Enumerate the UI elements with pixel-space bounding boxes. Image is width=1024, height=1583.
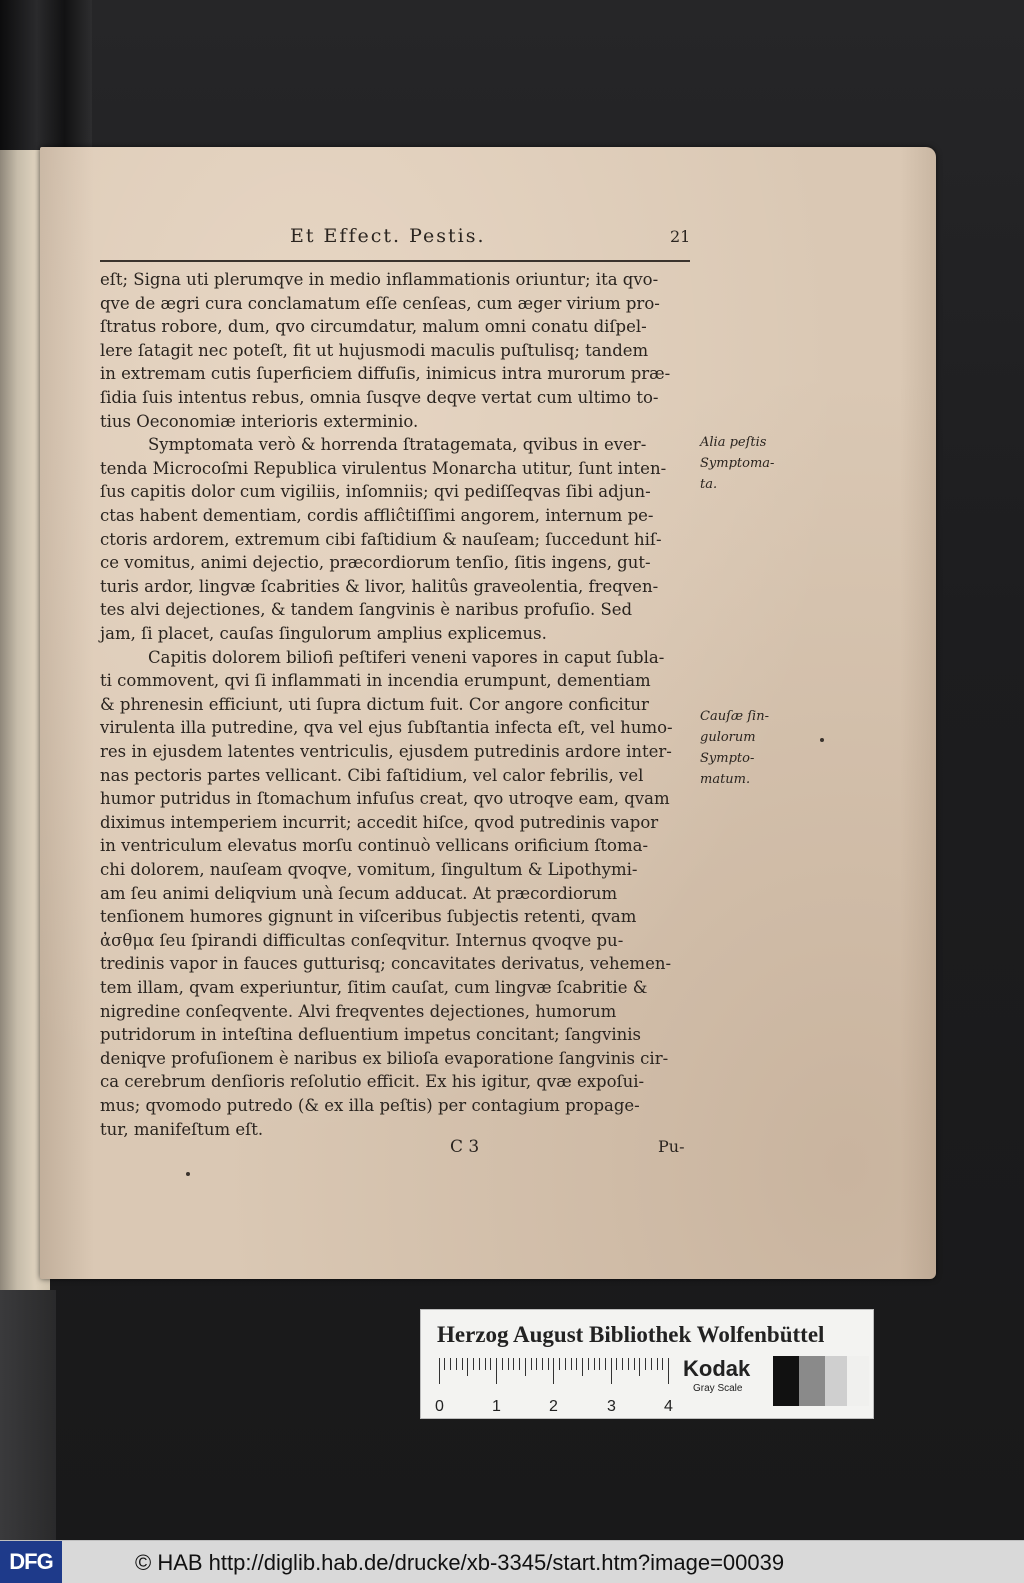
text-line: turis ardor, lingvæ ſcabrities & livor, halitûs graveolentia, freqven- [100,576,659,596]
text-line: & phrenesin efficiunt, uti ſupra dictum fuit. Cor angore conficitur [100,694,649,714]
ruler-tick [622,1358,623,1370]
ruler-tick [662,1358,663,1370]
text-line: qve de ægri cura conclamatum eſſe cenſeas, cum æger virium pro- [100,293,660,313]
text-line: tenda Microcoſmi Republica virulentus Monarcha utitur, ſunt inten- [100,458,667,478]
ruler-tick [599,1358,600,1370]
signature-mark: C 3 [450,1137,480,1157]
ruler-tick [450,1358,451,1370]
color-calibration-bar [420,1309,874,1419]
text-line: diximus intemperiem incurrit; accedit hiſce, qvod putredinis vapor [100,812,659,832]
binding-lower [0,1290,56,1540]
text-line: chi dolorem, nauſeam qvoqve, vomitum, ſingultum & Lipothymi- [100,860,638,879]
text-line: ctas habent dementiam, cordis affliĉtiſſimi angorem, internum pe- [100,506,654,525]
text-line: nas pectoris partes vellicant. Cibi faſtidium, vel calor febrilis, vel [100,765,644,785]
text-line: nigredine conſeqvente. Alvi freqventes dejectiones, humorum [100,1001,617,1021]
ruler-tick [605,1358,606,1370]
ruler-tick [479,1358,480,1370]
text-line: tredinis vapor in fauces gutturisq; concavitates derivatus, vehemen- [100,954,672,974]
text-line: Symptomata verò & horrenda ſtratagemata, qvibus in ever- [148,435,647,455]
ruler-tick [639,1358,640,1376]
ruler-tick [576,1358,577,1370]
text-line: ctoris ardorem, extremum cibi faſtidium & nauſeam; ſuccedunt hiſ- [100,529,662,549]
binding-cloth [0,0,92,150]
marginal-line: ta. [700,477,718,492]
gray-swatch-black [773,1356,799,1406]
text-line: virulenta illa putredine, qva vel ejus ſubſtantia infecta eſt, vel humo- [100,718,673,738]
text-line: in ventriculum elevatus morſu continuò vellicans orificium ſtoma- [100,836,649,856]
ruler-label: 1 [492,1398,501,1415]
ruler-tick [467,1358,468,1376]
gray-swatch-white [847,1356,869,1406]
ruler-tick [588,1358,589,1370]
ruler-tick [559,1358,560,1370]
ruler-tick [548,1358,549,1370]
marginal-line: Symptoma- [700,456,775,471]
text-line: ſidia ſuis intentus rebus, omnia ſusqve deqve vertat cum ultimo to- [100,388,659,407]
ruler-tick [536,1358,537,1370]
marginal-line: Cauſæ ſin- [700,709,769,724]
text-line: in extremam cutis ſuperficiem diffuſis, inimicus intra murorum præ- [100,364,671,384]
text-line: ſus capitis dolor cum vigiliis, inſomniis; qvi pediſſeqvas ſibi adjun- [100,482,651,502]
ruler-tick [513,1358,514,1370]
text-line: humor putridus in ſtomachum infuſus creat, qvo utroqve eam, qvam [100,789,670,809]
text-line: ti commovent, qvi ſi inflammati in incendia erumpunt, dementiam [100,671,651,691]
gray-swatch-mid [799,1356,825,1406]
marginal-line: Alia peſtis [700,435,767,450]
ink-speck [186,1172,190,1176]
footer-bar [0,1540,1024,1583]
ruler-tick [462,1358,463,1370]
copyright-url[interactable]: © HAB http://diglib.hab.de/drucke/xb-3345/start.htm?image=00039 [135,1550,785,1575]
catchword: Pu- [658,1137,685,1156]
running-head: Et Effect. Pestis. [290,225,486,247]
ruler-tick [502,1358,503,1370]
ruler-label: 0 [435,1398,444,1415]
text-line: tenſionem humores gignunt in viſceribus ſubjectis retenti, qvam [100,907,637,927]
ruler-tick [496,1358,497,1384]
ruler-tick [582,1358,583,1376]
text-line: putridorum in inteſtina defluentium impetus concitant; ſangvinis [100,1025,642,1045]
gray-scale-label: Gray Scale [693,1383,743,1394]
text-line: mus; qvomodo putredo (& ex illa peſtis) per contagium propage- [100,1096,640,1115]
ruler-tick [571,1358,572,1370]
ruler-label: 2 [549,1398,558,1415]
dfg-logo: DFG [0,1541,62,1583]
text-line: am ſeu animi deliqvium unà ſecum adducat. At præcordiorum [100,883,618,903]
ruler-tick [519,1358,520,1370]
ruler-tick [628,1358,629,1370]
marginal-line: Sympto- [700,751,755,766]
text-line: tius Oeconomiæ interioris exterminio. [100,411,419,431]
ruler-label: 4 [664,1398,673,1415]
text-line: ſtratus robore, dum, qvo circumdatur, malum omni conatu diſpel- [100,317,647,337]
ruler-tick [508,1358,509,1370]
marginal-line: matum. [700,772,751,787]
ruler-tick [651,1358,652,1370]
ruler-tick [594,1358,595,1370]
library-name: Herzog August Bibliothek Wolfenbüttel [437,1322,825,1347]
ruler-label: 3 [607,1398,616,1415]
text-line: lere ſatagit nec poteſt, fit ut hujusmodi maculis puſtulisq; tandem [100,340,649,360]
ruler-tick [490,1358,491,1370]
text-line: eſt; Signa uti plerumqve in medio inflammationis oriuntur; ita qvo- [100,270,659,289]
page-number: 21 [670,227,691,246]
text-line: Capitis dolorem biliofi peſtiferi veneni vapores in caput ſubla- [148,647,665,667]
ruler-tick [473,1358,474,1370]
kodak-logo: Kodak [683,1356,751,1381]
ruler-tick [542,1358,543,1370]
marginal-note-causes [700,706,769,790]
marginal-note-symptoms [700,432,774,495]
text-line: ce vomitus, animi dejectio, præcordiorum tenſio, ſitis ingens, gut- [100,553,651,573]
text-line: ca cerebrum denſioris reſolutio efficit. Ex his igitur, qvæ expoſui- [100,1072,645,1092]
ruler-tick [645,1358,646,1370]
ruler-tick [565,1358,566,1370]
ruler-tick [439,1358,440,1384]
ruler-tick [668,1358,669,1384]
gray-swatch-light [825,1356,847,1406]
ruler [435,1358,679,1415]
ruler-tick [456,1358,457,1370]
ruler-tick [525,1358,526,1376]
text-line: deniqve profuſionem è naribus ex bilioſa evaporatione ſangvinis cir- [100,1048,669,1068]
marginal-line: gulorum [700,730,756,745]
text-line: jam, ſi placet, cauſas ſingulorum amplius explicemus. [100,624,547,643]
ruler-tick [531,1358,532,1370]
ruler-tick [611,1358,612,1384]
ruler-tick [634,1358,635,1370]
text-line: tem illam, qvam experiuntur, ſitim cauſat, cum lingvæ ſcabritie & [100,978,648,997]
text-line: ἀσθμα ſeu ſpirandi difficultas conſeqvitur. Internus qvoqve pu- [100,930,624,950]
ruler-tick [657,1358,658,1370]
ruler-tick [553,1358,554,1384]
text-line: tes alvi dejectiones, & tandem ſangvinis è naribus profuſio. Sed [100,600,633,620]
ruler-tick [444,1358,445,1370]
ruler-tick [616,1358,617,1370]
text-line: res in ejusdem latentes ventriculis, ejusdem putredinis ardore inter- [100,742,672,761]
head-rule [100,260,690,262]
text-line: tur, manifeſtum eſt. [100,1119,264,1139]
ink-speck [820,738,824,742]
ruler-tick [485,1358,486,1370]
